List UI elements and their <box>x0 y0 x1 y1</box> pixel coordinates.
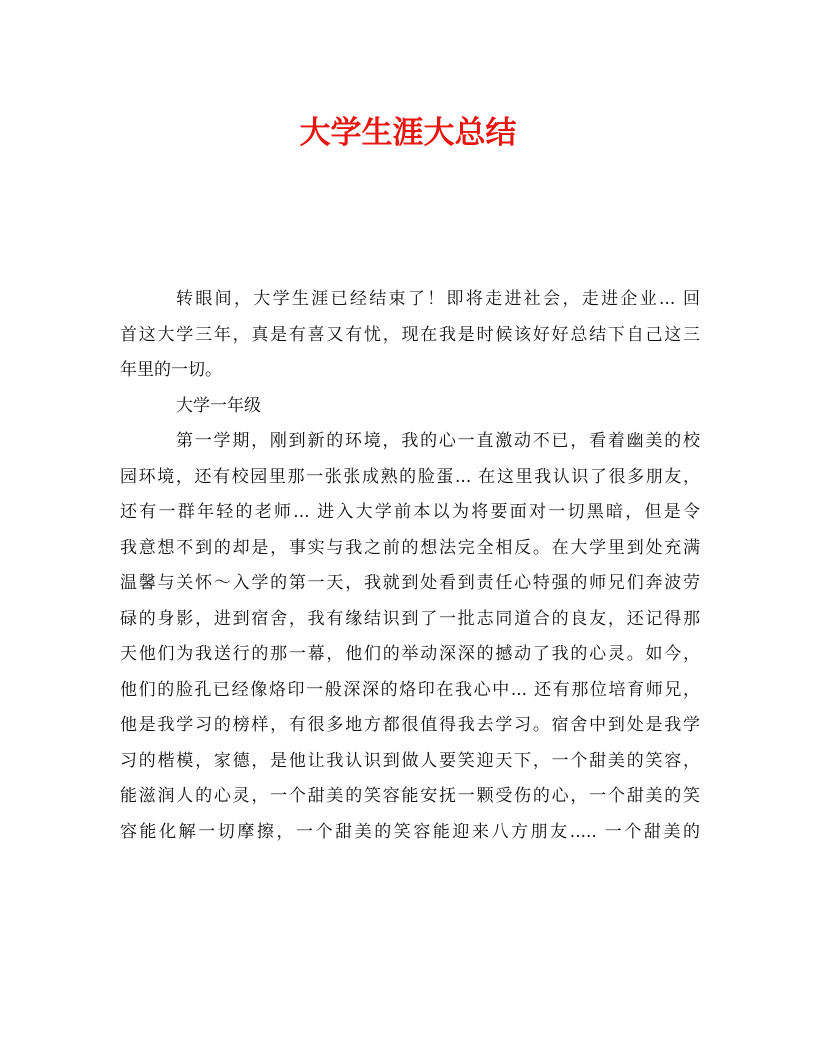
heading-freshman-year: 大学一年级 <box>176 395 261 416</box>
text-line: 我意想不到的却是，事实与我之前的想法完全相反。在大学里到处充满 <box>120 537 700 558</box>
paragraph-intro <box>120 282 700 389</box>
text-line: 他们的脸孔已经像烙印一般深深的烙印在我心中... 还有那位培育师兄， <box>120 679 700 700</box>
text-line: 天他们为我送行的那一幕，他们的举动深深的撼动了我的心灵。如今， <box>120 644 700 664</box>
text-line: 转眼间，大学生涯已经结束了！即将走进社会，走进企业... 回 <box>176 289 700 309</box>
text-line: 碌的身影，进到宿舍，我有缘结识到了一批志同道合的良友，还记得那 <box>120 608 700 629</box>
text-line: 习的楷模，家德，是他让我认识到做人要笑迎天下，一个甜美的笑容， <box>120 750 700 771</box>
text-line: 还有一群年轻的老师... 进入大学前本以为将要面对一切黑暗，但是令 <box>120 502 700 522</box>
document-title: 大学生涯大总结 <box>299 115 517 151</box>
text-line: 容能化解一切摩擦，一个甜美的笑容能迎来八方朋友..... 一个甜美的 <box>120 821 700 842</box>
section-heading <box>120 389 700 425</box>
paragraph-first-semester <box>120 424 700 850</box>
text-line: 第一学期，刚到新的环境，我的心一直激动不已，看着幽美的校 <box>176 431 700 451</box>
text-line: 温馨与关怀～入学的第一天，我就到处看到责任心特强的师兄们奔波劳 <box>120 573 700 593</box>
document-body <box>120 282 700 850</box>
text-line: 园环境，还有校园里那一张张成熟的脸蛋... 在这里我认识了很多朋友， <box>120 466 700 487</box>
text-line: 首这大学三年，真是有喜又有忧，现在我是时候该好好总结下自己这三 <box>120 324 700 345</box>
text-line: 能滋润人的心灵，一个甜美的笑容能安抚一颗受伤的心，一个甜美的笑 <box>120 786 700 806</box>
text-line: 他是我学习的榜样，有很多地方都很值得我去学习。宿舍中到处是我学 <box>120 715 700 735</box>
text-line: 年里的一切。 <box>120 360 222 380</box>
